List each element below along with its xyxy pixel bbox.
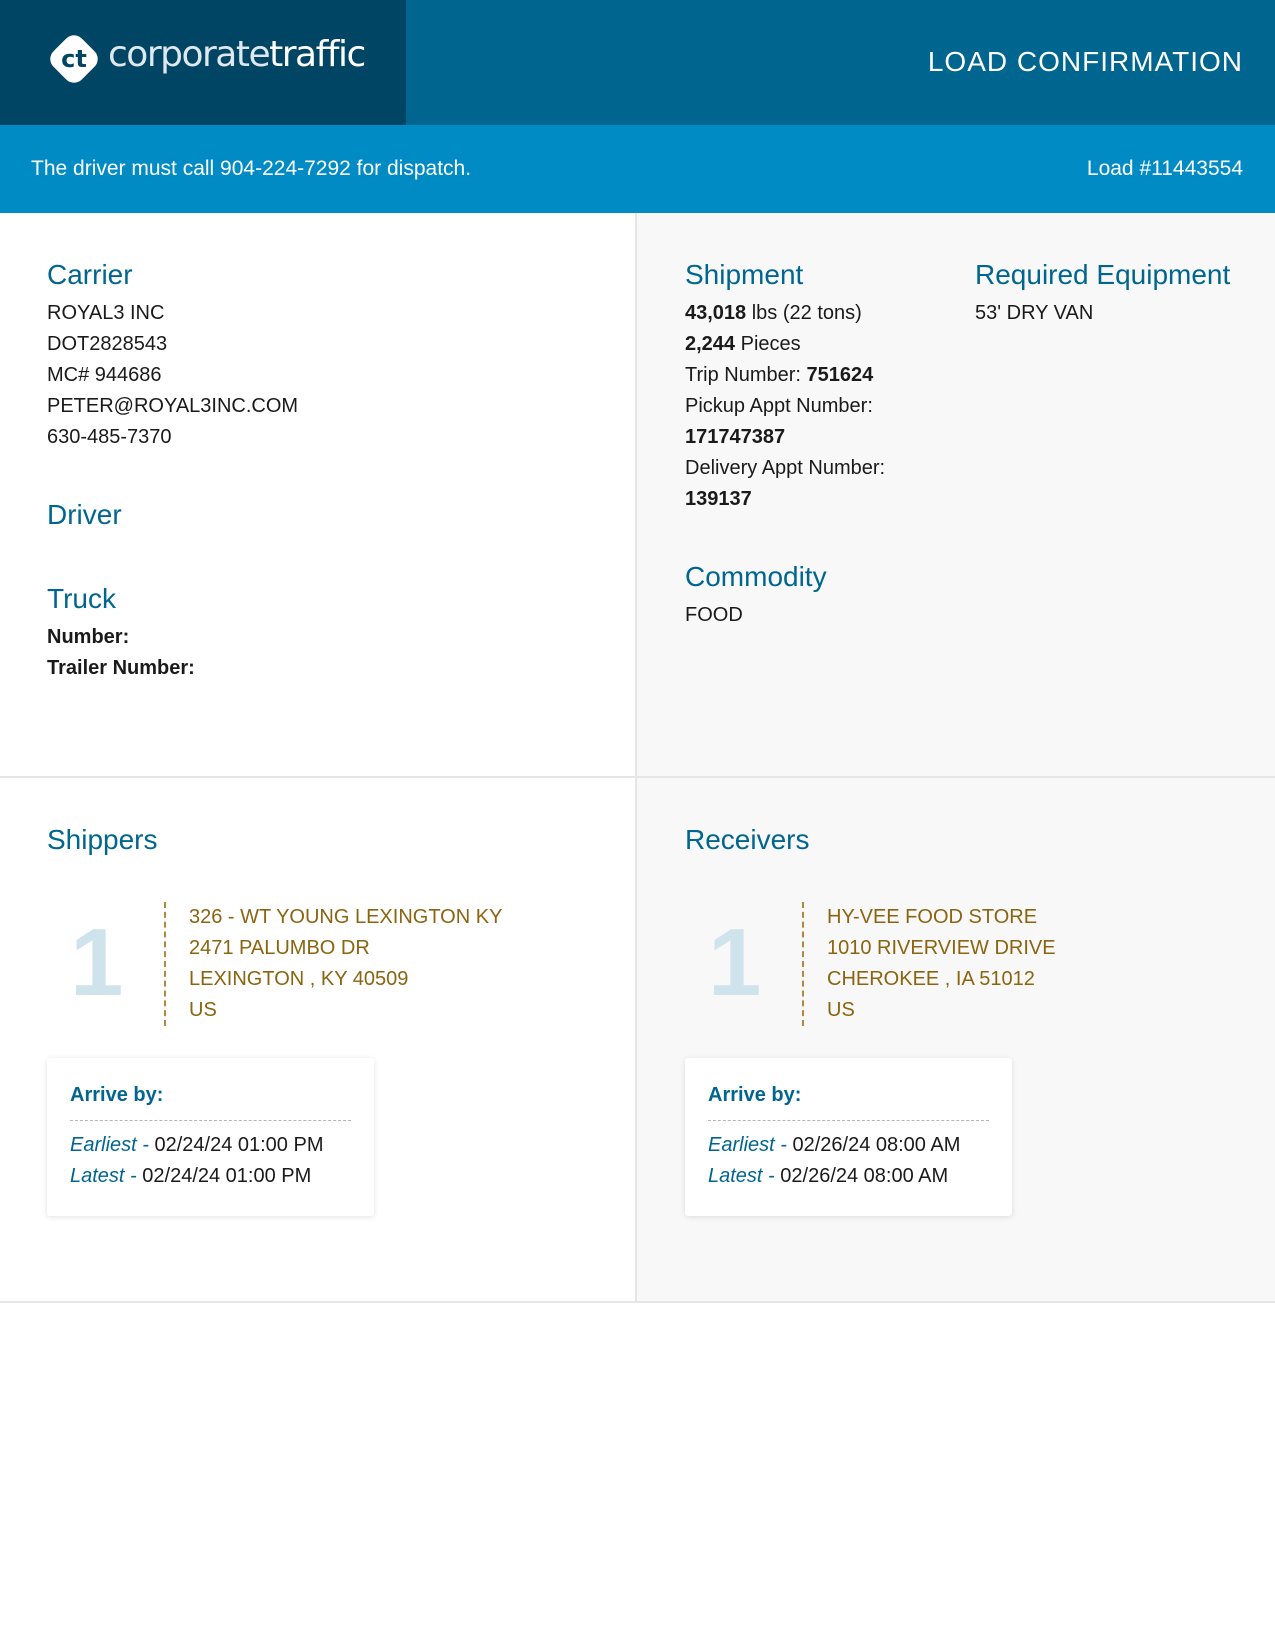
shipment-title: Shipment — [685, 259, 804, 290]
shipment-panel — [637, 213, 1275, 778]
receiver-address-line-1: HY-VEE FOOD STORE — [827, 906, 1038, 928]
receiver-latest-value: 02/26/24 08:00 AM — [780, 1165, 949, 1187]
shipper-arrive-label: Arrive by: — [70, 1084, 164, 1106]
trailer-number-label: Trailer Number: — [47, 657, 195, 679]
carrier-title: Carrier — [47, 259, 133, 290]
shipper-latest-label: Latest - — [70, 1165, 143, 1187]
logo-wordmark-part-b: traffic — [269, 34, 365, 75]
carrier-email: PETER@ROYAL3INC.COM — [47, 395, 299, 417]
shipment-weight-unit: lbs (22 tons) — [746, 302, 862, 324]
receivers-title: Receivers — [685, 824, 810, 855]
shipper-stop-number: 1 — [70, 909, 124, 1016]
driver-title: Driver — [47, 499, 122, 530]
svg-text:ct: ct — [61, 45, 87, 73]
carrier-dot: DOT2828543 — [47, 333, 168, 355]
receivers-panel — [637, 778, 1275, 1303]
receiver-earliest-label: Earliest - — [708, 1134, 793, 1156]
commodity-title: Commodity — [685, 561, 827, 592]
receiver-stop-number: 1 — [708, 909, 762, 1016]
shipment-pieces — [685, 329, 801, 360]
receiver-arrive-card — [685, 1058, 1012, 1216]
shipper-address-line-2: 2471 PALUMBO DR — [189, 937, 370, 959]
shippers-title: Shippers — [47, 824, 158, 855]
shipment-weight-value: 43,018 — [685, 302, 747, 324]
receiver-address-line-3: CHEROKEE , IA 51012 — [827, 968, 1035, 990]
shipment-weight — [685, 298, 862, 329]
truck-number-label: Number: — [47, 626, 130, 648]
trip-number-label: Trip Number: — [685, 364, 807, 386]
carrier-mc: MC# 944686 — [47, 364, 162, 386]
shipper-latest — [70, 1161, 311, 1192]
shipper-arrive-divider — [70, 1120, 351, 1121]
receiver-earliest — [708, 1130, 960, 1161]
shipper-divider — [164, 902, 166, 1026]
logo — [0, 0, 406, 125]
shipment-pieces-unit: Pieces — [735, 333, 801, 355]
shipment-pieces-value: 2,244 — [685, 333, 736, 355]
shipper-arrive-card — [47, 1058, 374, 1216]
equipment-value: 53' DRY VAN — [975, 302, 1094, 324]
load-number: Load #11443554 — [1086, 157, 1243, 180]
carrier-name: ROYAL3 INC — [47, 302, 165, 324]
receiver-earliest-value: 02/26/24 08:00 AM — [792, 1134, 961, 1156]
ct-logo-icon — [44, 29, 104, 89]
receiver-address-line-2: 1010 RIVERVIEW DRIVE — [827, 937, 1056, 959]
shipper-address-line-1: 326 - WT YOUNG LEXINGTON KY — [189, 906, 503, 928]
delivery-appt-label: Delivery Appt Number: — [685, 457, 886, 479]
pickup-appt-value: 171747387 — [685, 426, 786, 448]
logo-wordmark — [108, 34, 365, 75]
receiver-latest-label: Latest - — [708, 1165, 781, 1187]
carrier-phone: 630-485-7370 — [47, 426, 172, 448]
logo-wordmark-part-a: corporate — [108, 34, 270, 75]
document-title: LOAD CONFIRMATION — [927, 46, 1243, 77]
dispatch-message: The driver must call 904-224-7292 for dispatch. — [31, 157, 472, 180]
receiver-latest — [708, 1161, 948, 1192]
header-bar — [0, 0, 1275, 125]
dispatch-bar — [0, 125, 1275, 213]
shipper-address-line-3: LEXINGTON , KY 40509 — [189, 968, 409, 990]
receiver-arrive-divider — [708, 1120, 989, 1121]
receiver-arrive-label: Arrive by: — [708, 1084, 802, 1106]
trip-number-value: 751624 — [806, 364, 874, 386]
shipper-address-line-4: US — [189, 999, 217, 1021]
commodity-value: FOOD — [685, 604, 743, 626]
shipper-earliest-value: 02/24/24 01:00 PM — [154, 1134, 324, 1156]
carrier-panel — [0, 213, 637, 778]
truck-title: Truck — [47, 583, 116, 614]
pickup-appt-label: Pickup Appt Number: — [685, 395, 873, 417]
delivery-appt-value: 139137 — [685, 488, 752, 510]
shipper-earliest — [70, 1130, 323, 1161]
equipment-title: Required Equipment — [975, 259, 1231, 290]
shippers-panel — [0, 778, 637, 1303]
shipper-latest-value: 02/24/24 01:00 PM — [142, 1165, 312, 1187]
shipper-earliest-label: Earliest - — [70, 1134, 155, 1156]
trip-number — [685, 360, 873, 391]
receiver-address-line-4: US — [827, 999, 855, 1021]
receiver-divider — [802, 902, 804, 1026]
